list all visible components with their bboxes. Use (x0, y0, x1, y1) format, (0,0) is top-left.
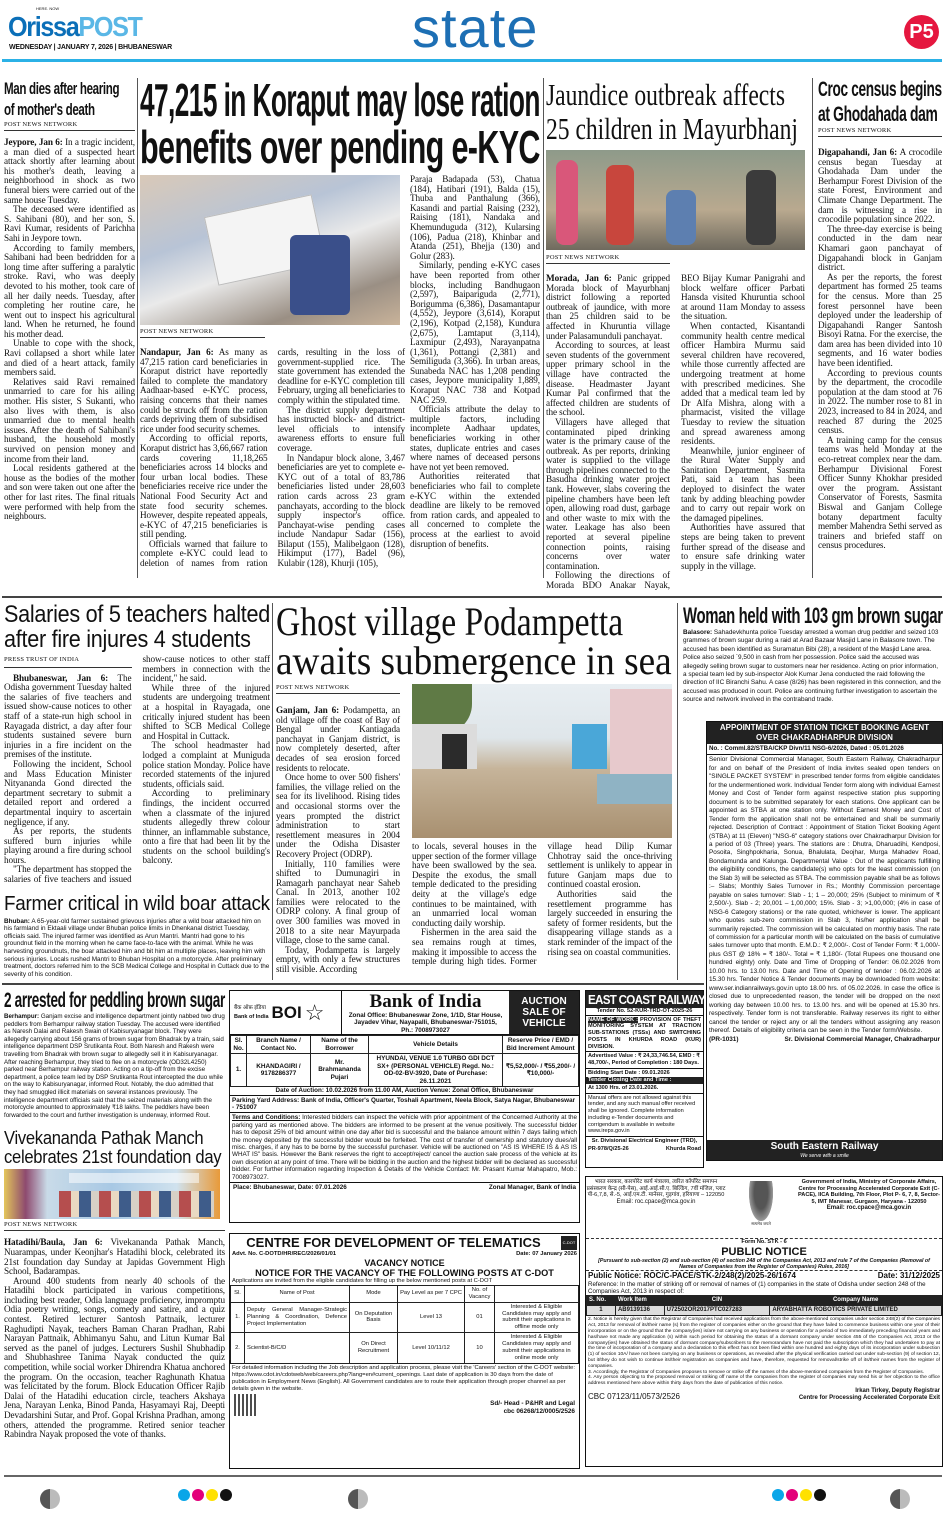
auction-date: Date of Auction: 10.02.2026 from 11.00 AM, Auction Venue: Zonal Office, Bhubaneswar (230, 1087, 579, 1095)
dateline: Ganjam, Jan 6: (276, 705, 340, 715)
paragraph-text: Once home to over 500 fishers' families, the village relied on the sea for its livelihood. Rising tides and occasional storms over the years prompted the district administration to start resettlement measures in 2004 under the Odisha Disaster Recovery Project (ODRP). (276, 772, 400, 859)
page-number: P5 (909, 21, 934, 43)
paragraph-text: In Nandapur block alone, 3,467 beneficiaries are yet to complete e-KYC out of a total of 83,786 beneficiaries listed under 28,603 ration cards across 23 gram panchayats, according to the block supply inspector's office. Panchayat-wise pending cases include Nandapur Sadar (156), Bilaput (155), Malibelgaon (128), Hikimput (177), Badel (96), Kulabir (128), Khurji (105), (277, 452, 405, 569)
national-emblem-icon: सत्यमेव जयते (726, 1177, 796, 1238)
place-date: Place: Bhubaneswar, Date: 07.01.2026 (233, 1184, 347, 1192)
article-body (4, 138, 135, 522)
ad-body: Senior Divisional Commercial Manager, South Eastern Railway, Chakradharpur for and on behalf of the President of India invites sealed open tenders on "SINGLE PACKET SYSTEM" in prescribed tender forms from eligible candidates for the undermentioned work. Individual Tender form along with individual Earnest Money and Cost of Tender form against respective station plus supporting document is to be submitted separately for each stations. One applicant can be appointed as STBA at one station only. Without Earnest Money and Cost of Tender form the application shall not be entertained and shall be summarily rejected. Description of Contract : Appointment of Station Ticket Booking Agent (STBA) at 11 (Eleven) "NSG-6" category stations over Chakradharpur Division for a period of 03 (Three) years. The stations are : Dhutra, Dharuadihi, Kendposi, Posoita, Singhpokharia, Sonua, Bhalulata, Deojhar, Murga Mahadev Road, Bondamunda and Kalunga. Departmental Value : Out of the applicants fulfilling the eligibility conditions, the candidate(s) who opts for the least commission (on the Slab 3) will be selected as STBA. The commission payable shall be as follows :– Slabs; Monthly Sales Turnover in Rs.; Monthly Commission percentage payable on sales turnover: Slab - 1; 1 – 20,000; 25% (Subject to minimum of ₹ 2,500/-). Slab - 2; 20,001 – 1,00,000; 15%. Slab - 3; >1,00,000; (4% in case of NSG-6 Category stations) or the rate quoted, whichever is lower. The applicant who quotes sub-zero commission in Slab 3, his/her application shall be summarily rejected. The commission will be calculated on monthly basis. The rate of commission for a particular month will be calculated on the basis of cumulative sales turnover upto that month. E.M.D.: ₹ 2,000/-. Cost of Tender Form: ₹ 1,000/- plus GST @ 18% = ₹ 180/-. Total = ₹ 1,180/- (Total Rupees one thousand one hundred eighty) only. Date and Time of Dropping of Tender: 06.02.2026 from 10.00 hrs. to 13.00 hrs. Date and Time of Opening of tender : 06.02.2026 at 15.30 hrs. Tender Notice & Tender documents may be downloaded from website: www.ser.indianrailways.gov.in upto 18.00 hrs. of 05.02.2026. In case the office is closed due to unprecedented reason, the tender will be dropped on the next working day between 10.00 hrs. to 13.00 hrs. and will be opened at 15.30 hrs. respectively. Tender form is not transferable. Railway reserves its right to either cancel the tender or reject any or all the tenders without assigning any reason thereof. Details of eligibility criteria can be seen in the Tender form/Website. (709, 756, 940, 1034)
ad-signatory: Sr. Divisional Commercial Manager, Chakradharpur (784, 1036, 940, 1044)
paragraph (681, 523, 805, 571)
ad-title: EAST COAST RAILWAY (588, 992, 706, 1007)
ad-title: CENTRE FOR DEVELOPMENT OF TELEMATICS (246, 1235, 541, 1250)
color-bar-icon (178, 1489, 232, 1501)
paragraph-text: Relatives said Ravi remained unmarried to care for his ailing mother. His sister, S Sukanti, who also lives with them, is also unmarried due to mental health issues. After the death of Sahibani's husband, the household mostly survived on pension money and income from their land. (4, 376, 135, 464)
column-divider (543, 78, 544, 578)
paragraph-text: Initially, 110 families were shifted to Dumunagiri in Ramagarh panchayat near Saheb Canal. In 2013, another 102 families were relocated to the ODRP colony. A final group of over 300 families was moved in 2018 to a site near Mayurpada village, close to the same canal. (276, 858, 400, 946)
paragraph (410, 261, 540, 405)
logo-post: POST (78, 11, 142, 42)
paragraph (818, 436, 942, 551)
photo-ration-card-ekyc (140, 175, 400, 325)
article-body: Bhuban: A 65-year-old farmer sustained grievous injuries after a wild boar attacked him on his farmland in Ektaali village under Bhuban police limits in Dhenkanal district Tuesday, officials said. The injured farmer was identified as Arun Mantri. Mantri had gone to his groundnut field in the morning when he came face-to-face with the animal. While he was harvesting groundnuts, the boar attacked him and bit him at multiple places, leaving him with serious injuries. Locals rushed Mantri to Bhuban Hospital on a motorcycle. After preliminary treatment, doctors referred him to the SCB Medical College and Hospital in Cuttack due to the severity of his condition. (4, 917, 270, 978)
paragraph-text: Authorities have assured that steps are being taken to prevent further spread of the disease and to ensure safe drinking water supply in the village. (681, 522, 805, 571)
masthead-rule (2, 59, 942, 62)
article-body (4, 1238, 225, 1439)
paragraph (410, 175, 540, 261)
headline: celebrates 21st foundation day (4, 1147, 222, 1168)
paragraph-text: Unable to cope with the shock, Ravi collapsed a short while later and died of a heart attack, family members said. (4, 338, 135, 378)
byline: POST NEWS NETWORK (818, 127, 942, 137)
section-rule (2, 983, 704, 985)
paragraph-text: According to official reports, Koraput district has 3,66,667 ration cards covering 11,18,265 beneficiaries across 14 blocks and four urban local bodies. These beneficiaries receive rice under the National Food Security Act and state food security schemes. However, despite repeated appeals, e-KYC of 47,215 beneficiaries is still pending. (140, 433, 268, 540)
article-body (818, 148, 942, 551)
article-body: Berhampur: Ganjam excise and intelligence department jointly nabbed two drug peddlers from Berhampur railway station Tuesday. The accused were identified as Naresh Dalai and Rakesh Swain of Kabisuryanagar block. They were allegedly carrying about 156 grams of brown sugar from Bhadrak by a train, said intelligence department DSP Srutikanta Rout. Both Naresh and Rakesh were travelling from Bhadrak with brown sugar to allegedly sell it in Kabisuryanagar. After reaching Berhampur, they tried to flee on a motorcycle (OD32L4250) parked near Berhampur railway station. Acting on a tip-off from the excise department, a police team led by DSP Srutikanta Rout intercepted the duo while on the way to Kabisuryanagar, informed Rout. Notably, the duo admitted that they had smuggled illicit materials on several instances previously. The intelligence department officials said that the seized materials along with the motorcycle amounted to approximately ₹18 lakhs. The peddlers have been forwarded to the court and further investigation is underway, informed Rout. (4, 1013, 225, 1119)
byline: POST NEWS NETWORK (546, 254, 670, 264)
section-rule (2, 596, 942, 598)
vacancy-table: Sl. Name of Post Mode Pay Level as per 7 CPC No. of Vacancy 1. Deputy General Manager-Strategic Planning & Coordination, Defence Project Implementation On Deputation Basis Level 13 01 Interested & Eligible Candidates may apply and submit their applications in offline mode only 2. Scientist-B/C/D On Direct Recruitment Level 10/11/12 10 Interested & Eligible Candidates may apply and submit their applications in online mode only (230, 1285, 579, 1364)
ad-footer: South Eastern Railway We serve with a smile (707, 1140, 942, 1160)
section-title: state (412, 0, 539, 59)
paragraph-text: As per the reports, the forest department has formed 25 teams for the census. More than 25 forest personnel have been deployed under the leadership of Digapahandi Ranger Santosh Bisoyi Ratna. For the exercise, the dam area has been divided into 10 segments, and 16 water bodies have been identified. (818, 271, 942, 369)
article-salaries-and-farmer (4, 602, 270, 978)
dateline: Jeypore, Jan 6: (4, 137, 63, 147)
paragraph (410, 472, 540, 549)
paragraph-text: to locals, several houses in the upper section of the former village have been swallowed by the sea. Despite the exodus, the small temple dedicated to the presiding deity at the village's edge continues to be maintained, with an unmarried local woman conducting daily worship. (412, 841, 537, 928)
paragraph-text: Vivekananda Pathak Manch, Nuarampas, under Keonjhar's Hatadihi block, celebrated its 21st foundation day Sunday at Japidas Government High School, Badarampas. (4, 1237, 226, 1277)
paragraph (546, 341, 670, 418)
dateline: Nandapur, Jan 6: (140, 347, 214, 357)
byline: POST NEWS NETWORK (4, 121, 135, 131)
terms: Terms and Conditions: Interested bidders can inspect the vehicle with prior appointment of the Concerned Authority at the parking yard as mentioned above. The bidders are informed to be present at the venue positively. The successful bidder has to deposit 25% of bid amount within one day after bid is successful and the balance amount within 7 days failing which the money deposited by the successful bidder would be forfeited. The cost of transfer of ownership and statutory dues/all misc. charges, if any has to be borne by the successful purchaser. Vehicle will be auctioned on "AS IS WHERE IS & AS IS WHAT IS" basis. However the Bank reserves the right to accept/reject/ cancel the auction sale process of the vehicle at its own discretion at any point of time. There will be bidding in the auction and the highest bidder will be declared as successful bidder. For further information regarding Inspection & Details of the Vehicle Contact: Mr. Prasant Kumar Mahapatro, Mob.: 7008973027. (230, 1113, 579, 1183)
byline: POST NEWS NETWORK (4, 1221, 225, 1231)
paragraph (412, 842, 537, 928)
paragraph-text: "The department has stopped the salaries of five teachers and issued show-cause notices to other staff members in connection with the incident," he said. (4, 654, 270, 885)
paragraph-text: Fishermen in the area said the sea remains rough at times, making it impossible to access the temple during high tides. Former village head Dilip Kumar Chhotray said the once-thriving settlement is unlikely to appear in future Ganjam maps due to continued coastal erosion. (412, 841, 672, 967)
logo-orissa: Orissa (8, 11, 79, 42)
paragraph (546, 274, 670, 341)
paragraph (143, 741, 271, 789)
paragraph (140, 434, 268, 540)
paragraph (140, 348, 268, 434)
ad-bank-of-india-auction (229, 990, 580, 1223)
paragraph (276, 946, 400, 975)
paragraph (4, 760, 132, 827)
page-number-badge (904, 15, 939, 49)
boi-logo: बैंक ऑफ़ इंडिया Bank of India BOI ☆ (230, 991, 342, 1034)
paragraph-text: Following the incident, School and Mass Education Minister Nityananda Gond directed the department secretary to submit a detailed report and ordered a departmental inquiry to ascertain negligence, if any. (4, 758, 132, 827)
paragraph (818, 369, 942, 436)
ad-pr-number: (PR-1031) (709, 1036, 739, 1044)
paragraph-text: Authorities said the resettlement programme has largely succeeded in ensuring the safety of former residents, but the disappearing village stands as a stark reminder of the impact of the rising sea on coastal communities. (547, 888, 672, 957)
companies-table: S. No. Work Item CIN Company Name 1 AB9139136 U72502OR2017PTC027283 ARYABHATTA ROBOTICS PRIVATE LIMITED (586, 1295, 942, 1316)
paragraph-text: According to sources, at least seven students of the government upper primary school in the village have contracted the disease. Headmaster Jayant Kumar Pal confirmed that the affected children are students of the school. (546, 340, 670, 418)
paragraph-text: The school headmaster had lodged a complaint at Muniguda police station Monday. Police have recorded statements of the injured students, officials said. (142, 740, 270, 789)
headline: benefits over pending e-KYC (140, 121, 540, 173)
column-divider (812, 78, 813, 578)
article-arrested-and-vivekananda (4, 989, 225, 1440)
article-body: Balasore: Sahadevkhunta police Tuesday arrested a woman drug peddler and seized 103 grammes of brown sugar during a raid at Arad Bazaar Masjid Lane in Balasore town. The accused has been identified as Suramatun Bibi (28), a resident of the Masjid Lane area. Police also seized `9,500 in cash from her possession. Police said the accused was allegedly selling brown sugar to customers near her residence. Acting on prior information, a special team led by sub-inspector Alok Kumar Jena conducted the raid following the direction of IIC Biranchi Sahu. A case (8/26) has been registered in this connection, and the accused was produced in court. Police are continuing further investigation to ascertain the source and network involved in the contraband trade. (683, 629, 941, 704)
column-divider (137, 78, 138, 578)
paragraph-text: Authorities reiterated that beneficiaries who fail to complete e-KYC within the extended deadline are likely to be removed from ration cards, and appealed to all concerned to complete the process at the earliest to avoid disruption of benefits. (410, 471, 540, 549)
headline: awaits submergence in sea (276, 638, 672, 683)
paragraph (4, 1277, 225, 1440)
paragraph-text: In a tragic incident, a man died of a suspected heart attack shortly after learning about his mother's death, leaving a neighborhood in shock as two funeral biers were carried out of the same house Tuesday. (4, 137, 135, 205)
ad-station-ticket-booking-agent (706, 721, 943, 1161)
paragraph-text: As per reports, the students suffered burn injuries while playing around a fire during school hours. (4, 826, 132, 865)
paragraph-text: The deceased were identified as S. Sahibani (80), and her son, S. Ravi Kumar, residents of Parichha Sahi in Jeypore town. (4, 204, 135, 243)
star-icon: ☆ (304, 999, 325, 1025)
paragraph (4, 674, 132, 760)
registration-mark-icon (40, 1489, 60, 1509)
paragraph-text: Today, Podampetta is largely empty, with only a few structures still visible. According (276, 944, 400, 975)
registration-mark-icon (348, 1489, 368, 1509)
masthead-logo[interactable] (8, 4, 153, 42)
cdot-logo: C-DOT (561, 1236, 577, 1250)
paragraph (278, 406, 406, 454)
paragraph-text: Villagers have alleged that contaminated piped drinking water is the primary cause of the outbreak. As per reports, drinking water is supplied to the village through pipelines connected to the Basudha drinking water project tank. However, slabs covering the pipeline chambers have been left open, allowing road dust, garbage and other waste to mix with the water. Leakage has also been reported at several pipeline connection points, raising concerns over water contamination. (546, 416, 670, 571)
dateline: Bhubaneswar, Jan 6: (13, 672, 109, 683)
headline: 2 arrested for peddling brown sugar (4, 989, 225, 1012)
logo-tagline: HERE. NOW (36, 6, 60, 11)
paragraph (276, 706, 400, 773)
paragraph-text: While three of the injured students are undergoing treatment at a hospital in Rayagada, one critically injured student has been shifted to SCB Medical College and Hospital in Cuttack. (142, 682, 270, 741)
article-jaundice (546, 78, 805, 591)
paragraph-text: According to previous counts by the department, the crocodile population at the dam stood at 76 in 2022. The number rose to 81 in 2023, increased to 84 in 2024, and reached 87 during the 2025 census. (818, 367, 942, 436)
photo-deserted-village (412, 684, 672, 838)
ad-title: APPOINTMENT OF STATION TICKET BOOKING AGENT OVER CHAKRADHARPUR DIVISION (707, 722, 942, 744)
paragraph-text: As many as 47,215 ration card beneficiaries in Koraput district have reportedly failed to complete the mandatory Aadhaar-based e-KYC process, raising concerns that their names could be struck off from the ration cards depriving them of subsidised rice under food security schemes. (140, 347, 268, 434)
column-divider (677, 603, 678, 980)
paragraph-text: Meanwhile, junior engineer of the Rural Water Supply and Sanitation Department, Sasmita Pati, said a team has been deployed to disinfect the water tank by adding bleaching powder and to carry out repair work on the damaged pipelines. (681, 445, 805, 523)
print-marks (0, 1489, 945, 1509)
paragraph (143, 684, 271, 742)
article-body-ghost-a (276, 706, 400, 975)
photo-foundation-day-stage (4, 1169, 220, 1219)
article-ghost-village (276, 599, 672, 975)
photo-jaundice-children (546, 150, 805, 250)
paragraph-text: A crocodile census began Tuesday at Ghodahada Dam under the Berhampur Forest Division of the state Forest, Environment and Climate Change Department. The dam is witnessing a rise in crocodile population since 2022. (818, 147, 942, 225)
headline: 47,215 in Koraput may lose ration (140, 74, 540, 126)
article-man-dies (4, 78, 135, 522)
headline: Jaundice outbreak affects (546, 77, 785, 112)
paragraph-text: The district supply department has instructed block- and district-level officials to intensify awareness efforts to ensure full coverage. (277, 404, 405, 453)
registration-mark-icon (890, 1489, 910, 1509)
dateline: Morada, Jan 6: (546, 273, 612, 283)
article-farmer (4, 893, 270, 979)
article-body-jaundice (546, 274, 805, 591)
paragraph (410, 405, 540, 472)
ad-ref: No. : Comml.82/STBA/CKP Divn/11 NSG-6/2026, Dated : 05.01.2026 (707, 744, 942, 755)
ad-bank-name: Bank of India (369, 991, 482, 1012)
paragraph (4, 244, 135, 340)
article-body-koraput-b (410, 175, 540, 549)
paragraph (4, 1238, 225, 1276)
paragraph (278, 454, 406, 569)
paragraph-text: Paraja Badapada (53), Chatua (184), Hatibari (191), Balda (15), Thuba and Panthalung (366), Kasandi and partial Raising (232), Raising (181), Nandaka and Khemunduguda (312), Kularsing (106), Padua (218), Khinbar and Atanda (251), Bhejja (130) and Golur (283). (410, 174, 540, 261)
article-body-ghost-b (412, 842, 672, 967)
paragraph-text: Podampetta, an old village off the coast of Bay of Bengal under Kantiagada panchayat in Ganjam district, is now completely deserted, after decades of sea erosion forced residents to relocate. (276, 705, 400, 773)
headline: Farmer critical in wild boar attack (4, 892, 270, 915)
byline: POST NEWS NETWORK (140, 328, 265, 338)
dateline: Digapahandi, Jan 6: (818, 147, 898, 157)
paragraph (818, 225, 942, 273)
article-croc (818, 77, 942, 551)
qr-code-icon (234, 1394, 256, 1416)
headline: Man dies after hearing (4, 79, 120, 98)
byline: POST NEWS NETWORK (276, 684, 400, 694)
auction-badge: AUCTION SALE OF VEHICLE (509, 991, 579, 1034)
paragraph-text: Officials warned that failure to complete e-KYC could lead to deletion of names from ration cards, resulting in the loss of government-supplied rice. The state government has extended the deadline for e-KYC completion till February, urging all beneficiaries to comply within the stipulated time. (140, 347, 405, 569)
article-salaries (4, 602, 270, 885)
headline: Vivekananda Pathak Manch (4, 1128, 204, 1149)
byline: PRESS TRUST OF INDIA (4, 655, 132, 668)
ad-cdot-vacancy: CENTRE FOR DEVELOPMENT OF TELEMATICS C-DOT Advt. No. C-DOTD/HR/REC/2026/01/01 Date: 07 January 2026 VACANCY NOTICE NOTICE FOR THE VACANCY OF THE FOLLOWING POSTS AT C-DOT Applications are invited from the eligible candidates for filling up the below mentioned posts at C-DOT Sl. Name of Post Mode Pay Level as per 7 CPC No. of Vacancy 1. Deputy General Manager-Strategic Planning & Coordination, Defence Project Implementation On Deputation Basis Level 13 01 Interested & Eligible Candidates may apply and submit their applications in offline mode only 2. Scientist-B/C/D On Direct Recruitment Level 10/11/12 10 Interested & Eligible Candidates may apply and submit their applications in online mode only For detailed information including the Job description and application process, please visit the 'Careers' section of the C-DOT website: https://www.cdot.in/cdotweb/web/careers.php?lang=en#current_openings. Last date of application is 30 days from the date of publication in Employment News (English). All Government candidates are to route their application through proper channel as per details given in the website. Sd/- Head - P&HR and Legal cbc 06268/12/0005/2526 (229, 1233, 580, 1469)
paragraph-text: A training camp for the census teams was held Monday at the eco-retreat complex near the dam. Berhampur Divisional Forest Officer Sunny Khokhar presided over the program. Assistant Conservator of Forests, Sasmita Biswal and Ganjam College botany department faculty member Mahendra Sethi served as trainers and briefed staff on census procedures. (818, 434, 942, 551)
article-woman-held (683, 603, 943, 705)
paragraph (276, 773, 400, 859)
paragraph-text: Around 400 students from nearly 40 schools of the Hatadihi block participated in various competitions, including best reader, Odia language proficiency, impromptu Odia poetry writing, songs, comedy and satire, and a quiz contest. Retired lecturer Santosh Pattnaik, lecturer Raghudipti Nayak, teachers Baman Charan Pradhan, Rabi Narayan Pattnaik, Abhimanyu Sahu, and Litun Kumar Bal served as the panel of judges. Lecturers Sushil Shubhadip and Shubhashree Tanima Nayak conducted the quiz competition, while social worker Dhirendra Khatua anchored the program. On the occasion, teacher Raghunath Khatua was felicitated by the forum. Block Education Officer Rajib Dalai of the Hatadihi education circle, teachers Akshaya Jena, Narayan Lenka, Binod Panda, Hasyamayi Raj, Deepti Devadarshini Sutar, and Prof. Gopal Krishna Pradhan, among others, attended the programme. Retired senior teacher Rabindra Nayak proposed the vote of thanks. (4, 1275, 225, 1440)
paragraph-text: The three-day exercise is being conducted in the dam near Khamari gaon panchayat of Digapahandi block in Ganjam district. (818, 223, 942, 273)
column-divider (272, 603, 273, 980)
parking-address: Parking Yard Address: Bank of India, Officer's Quarter, Toshali Apartment, Neela Block, Satya Nagar, Bhubaneswar - 751007 (230, 1096, 579, 1114)
paragraph-text: According to preliminary findings, the incident occurred when a classmate of the injured students allegedly threw colour thinner, an inflammable substance, onto a fire that had been lit by the students on the school building's balcony. (142, 788, 270, 866)
article-koraput (140, 74, 540, 569)
ad-mca-public-notice: भारत सरकार, कारपोरेट कार्य मंत्रालय, त्वरित कॉर्पोरेट समापन प्रसंस्करण केन्द्र (सी-पेस), आई.आई.सी.ए. बिल्डिंग, 7वीं मंजिल, प्लाट पी-6,7,8, से.-5, आई.एम.टी. मानेसर, गुड़गांव, हरियाणा – 122050 Email: roc.cpace@mca.gov.in सत्यमेव जयते Government of India, Ministry of Corporate Affairs, Centre for Processing Accelerated Corporate Exit (C-PACE), IICA Building, 7th Floor, Plot P- 6, 7, 8, Sector-5, IMT Manesar, Gurgaon, Haryana - 122050 Email: roc.cpace@mca.gov.in Form No. STK - 6 PUBLIC NOTICE [Pursuant to sub-section (2) and sub-section (4) of section 248 of the Companies Act, 2013 and rule 7 of the Companies (Removal of Names of Companies from the Register of Companies) Rules, 2016] Public Notice: ROC/C-PACE/STK-2/248(2)/2025-26/1674 Date: 31/12/2025 Reference: In the matter of striking off or removal of names of (1) companies in the state of Odisha under section 248 of the Companies Act, 2013 in respect of: S. No. Work Item CIN Company Name 1 AB9139136 U72502OR2017PTC027283 ARYABHATTA ROBOTICS PRIVATE LIMITED 2. Notice is hereby given that the Registrar of Companies had received applications from the above-mentioned companies under section 248(2) of the Companies Act, 2013 for removal of its/their name (s) from the register of companies either on the ground that they have failed to commence business within one year of their incorporation or on the ground that the company(ies) is/are not carrying on any business or operation for a period of two immediately preceding financial years and has/have not made any application (s) within such period for obtaining the status of a dormant company under section 455 of the Companies Act, 2013 or the company(ies) have obtained the status of dormant company/subscribers to the memorandum have not paid the subscription which they had undertaken to pay at the time of incorporation of a company and a declaration to this effect has not been filed within one hundred and eighty days of its incorporation under subsection (1) of section 10A/ have not been carrying on any business or operations, as revealed after the physical verification carried out under sub-section (9) of section 12, but it/they do not wish to continue its/their registration as companies and have, therefore, requested for removal/strike off of its/their names from the register of companies. 3. Accordingly, the Registrar of Companies proposes to remove or strike off the names of the above-mentioned companies from the Register of Companies. 4. Any person objecting to the proposed removal or striking off name of the companies from the register of companies may send his or her objection to the office address mentioned here above within thirty days from the date of publication of this notice. CBC 07123/11/0573/2526 Irkan Tirkey, Deputy Registrar Centre for Processing Accelerated Corporate Exit (585, 1176, 943, 1467)
paragraph (4, 827, 132, 865)
paragraph-text: Following the directions of Morada BDO Anakar Nayak, BEO Bijay Kumar Panigrahi and block welfare officer Parbati Hansda visited Khuruntia school at around 11am Monday to assess the situation. (546, 273, 805, 590)
paragraph-text: Similarly, pending e-KYC cases have been reported from other blocks, including Bandhugaon (2,597), Baipariguda (2,771), Borigumma (6,386), Dasamantapur (4,552), Jeypore (3,614), Koraput (2,196), Kotpad (2,158), Kundura (2,675), Lamtaput (3,114), Laxmipur (2,493), Narayanpatna (1,361), Pottangi (2,381) and Semiliguda (3,366). In urban areas, Sunabeda NAC has 1,208 pending cases, Jeypore municipality 1,889, Koraput NAC 738 and Kotpad NAC 259. (410, 260, 540, 405)
ad-east-coast-railway: EAST COAST RAILWAY Tender No. 52-KUR-TRD-OT-2025-26 NAME OF WORK : PROVISION OF THEFT MONITORING SYSTEM AT TRACTION SUB-STATIONS (TSSs) AND SWITCHING POSTS IN KHURDA ROAD (KUR) DIVISION. Advertised Value : ₹ 24,33,746.54, EMD : ₹ 48,700/-, Period of Completion : 180 Days. Bidding Start Date : 09.01.2026 Tender Closing Date and Time : At 1300 Hrs. of 23.01.2026. Manual offers are not allowed against this tender, and any such manual offer received shall be ignored. Complete information including e-Tender documents and corrigendum is available in website www.ireps.gov.in Sr. Divisional Electrical Engineer (TRD), PR-978/Q/25-26 Khurda Road (585, 990, 704, 1168)
dateline: Hatadihi/Baula, Jan 6: (4, 1237, 103, 1248)
paragraph (4, 138, 135, 205)
paragraph (4, 205, 135, 243)
paragraph (681, 322, 805, 447)
headline: Croc census begins (818, 78, 942, 101)
bottom-rule (4, 1475, 942, 1477)
paragraph (4, 339, 135, 377)
headline: Salaries of 5 teachers halted (4, 601, 270, 628)
paragraph-text: According to family members, Sahibani had been bedridden for a long time after suffering a paralytic stroke. Ravi, who was deeply devoted to his mother, took care of all her daily needs. Tuesday, after completing her routine care, he went out to inspect his agricultural land. When he returned, he found his mother dead. (4, 242, 135, 339)
dateline: WEDNESDAY | JANUARY 7, 2026 | BHUBANESWAR (9, 44, 172, 51)
paragraph-text: Panic gripped Morada block of Mayurbhanj district following a reported outbreak of jaundice, with more than 25 children said to be affected in Khuruntia village under Palasamunduli panchayat. (546, 273, 670, 341)
headline: 25 children in Mayurbhanj (546, 111, 798, 146)
signatory: Zonal Manager, Bank of India (488, 1184, 576, 1192)
color-bar-icon (772, 1489, 826, 1501)
headline: at Ghodahada dam (818, 103, 938, 126)
paragraph (4, 378, 135, 464)
paragraph (681, 447, 805, 524)
paragraph-text: The Odisha government Tuesday halted the salaries of five teachers and issued show-cause notices to other staff of a state-run high school in Rayagada district, a day after four students sustained severe burn injuries in a fire incident on the premises of the institute. (4, 672, 132, 760)
paragraph (276, 860, 400, 946)
paragraph-text: When contacted, Kisantandi community health centre medical officer Hambira Murmu said several children have recovered, while those currently affected are undergoing treatment at home with prescribed medicines. She added that a medical team led by Dr Alfa Mishra, along with a pharmacist, visited the village Tuesday to review the situation and spread awareness among residents. (681, 320, 805, 447)
headline: Woman held with 103 gm brown sugar (683, 603, 943, 628)
article-vivekananda (4, 1129, 225, 1439)
paragraph-text: Officials attribute the delay to multiple factors, including incomplete Aadhaar updates, beneficiaries working in other states, duplicate entries and cases where names of deceased persons have not yet been removed. (410, 404, 540, 472)
headline: of mother's death (4, 100, 95, 119)
paragraph (548, 890, 673, 957)
article-body (4, 655, 270, 885)
paragraph (143, 789, 271, 866)
paragraph (818, 273, 942, 369)
headline: after fire injures 4 students (4, 626, 251, 653)
ad-address: Zonal Office: Bhubaneswar Zone, 1/1D, Star House, Jayadev Vihar, Nayapalli, Bhubaneswar-751015, Ph.: 7008973027 (348, 1012, 503, 1034)
paragraph (4, 464, 135, 522)
ads-boi-and-cdot (229, 990, 580, 1469)
article-body-koraput-a (140, 348, 405, 569)
paragraph (818, 148, 942, 225)
paragraph (546, 418, 670, 572)
headline: Ghost village Podampetta (276, 599, 624, 644)
article-arrested (4, 989, 225, 1119)
paragraph-text: Local residents gathered at the house as the bodies of the mother and son were taken out one after the other for last rites. The final rituals were performed with help from the neighbours. (4, 463, 135, 522)
auction-table: Sl. No. Branch Name / Contact No. Name of the Borrower Vehicle Details Reserve Price / EMD / Bid Increment Amount 1. KHANDAGIRI / 9178286377 Mr. Brahmananda Pujari HYUNDAI, VENUE 1.0 TURBO GDI DCT SX+ (PERSONAL VEHICLE) Regd. No.: OD-02-BV-3920, Date of Purchase: 26.11.2021 ₹5,52,000/- / ₹55,200/- / ₹10,000/- (230, 1035, 579, 1087)
